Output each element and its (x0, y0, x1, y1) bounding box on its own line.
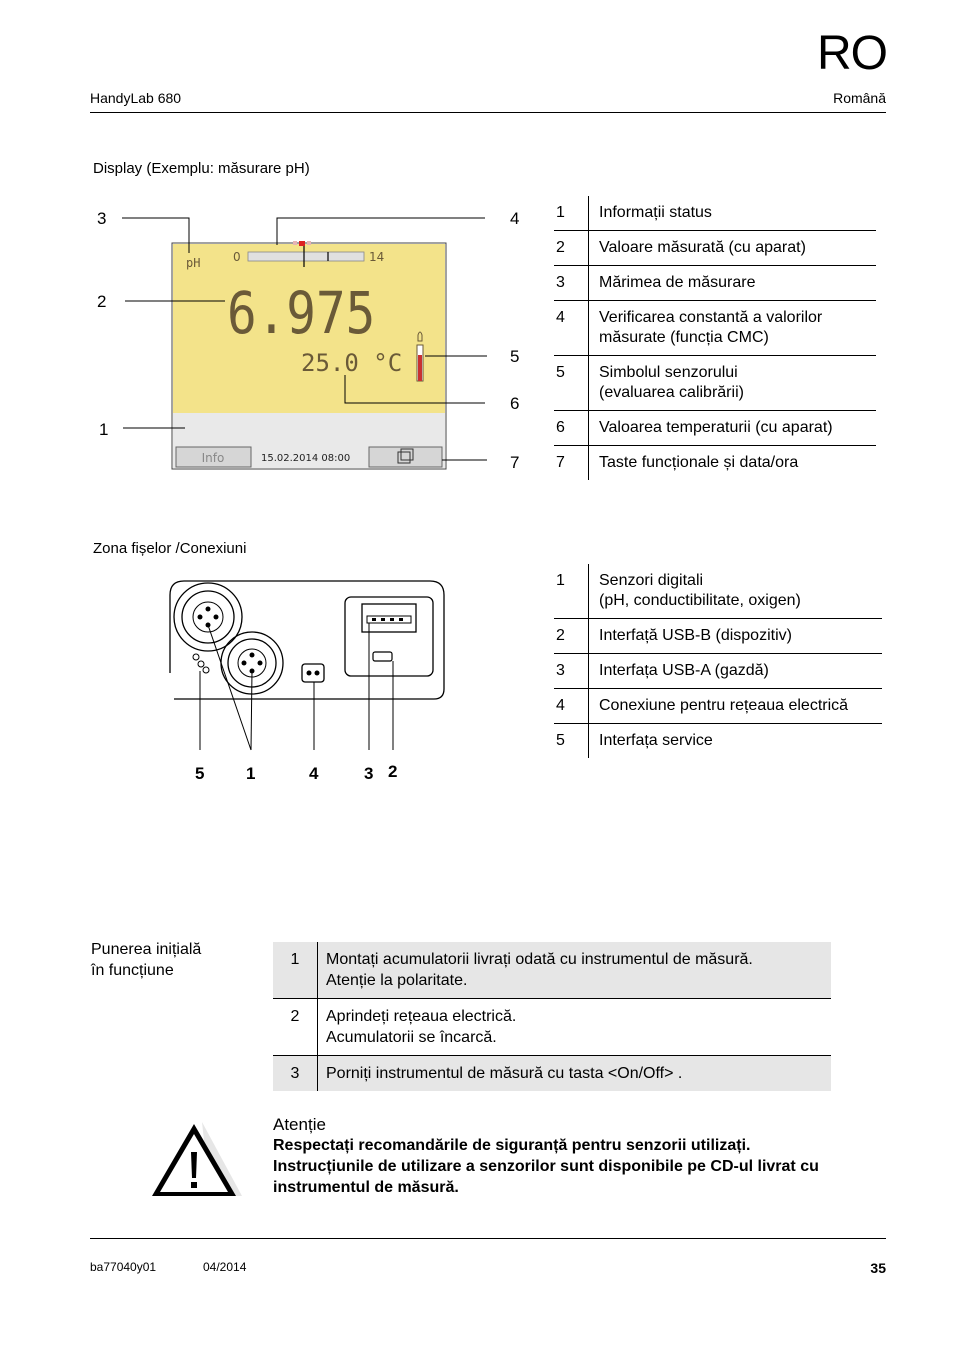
display-legend-table (554, 196, 876, 480)
power-socket (302, 664, 324, 682)
cmc-tolerance-left (293, 241, 297, 245)
legend-row: 5 Interfața service (554, 724, 882, 759)
display-section-title: Display (Exemplu: măsurare pH) (93, 160, 310, 177)
display-figure (85, 195, 545, 485)
temperature-value: 25.0 °C (301, 349, 403, 377)
callout-conn-2: 2 (388, 762, 398, 781)
cmc-red-mark (299, 241, 305, 246)
step-row: 3 Porniți instrumentul de măsură cu tasta <On/Off> . (273, 1056, 831, 1092)
callout-1: 1 (99, 420, 109, 439)
callout-7: 7 (510, 453, 520, 472)
step-row: 1 Montați acumulatorii livrați odată cu instrumentul de măsură. Atenție la polaritate. (273, 942, 831, 999)
legend-row: 4 Verificarea constantă a valorilor măsurate (funcția CMC) (554, 301, 876, 356)
callout-conn-5: 5 (195, 764, 205, 783)
connector-figure (160, 575, 460, 755)
startup-title: Punerea inițială în funcțiune (91, 941, 202, 979)
cmc-tolerance-right (307, 241, 311, 245)
legend-row: 3 Interfața USB-A (gazdă) (554, 654, 882, 689)
doc-date: 04/2014 (203, 1260, 247, 1274)
scale-max-label: 14 (369, 250, 385, 264)
callout-2: 2 (97, 292, 107, 311)
language-name: Română (833, 90, 886, 106)
legend-row: 6 Valoarea temperaturii (cu aparat) (554, 411, 876, 446)
measured-value: 6.975 (226, 279, 376, 348)
cmc-scale-bar (248, 252, 364, 261)
service-interface (193, 654, 209, 673)
connector-legend-table (554, 564, 882, 758)
softkey-info-label: Info (201, 451, 225, 465)
language-code: RO (817, 27, 887, 80)
legend-row: 1 Senzori digitali (pH, conductibilitate, oxigen) (554, 564, 882, 619)
legend-row: 1 Informații status (554, 196, 876, 231)
screen-param-label: pH (186, 256, 201, 270)
callout-conn-4: 4 (309, 764, 319, 783)
legend-row: 2 Valoare măsurată (cu aparat) (554, 231, 876, 266)
softkey-menu[interactable] (369, 447, 442, 467)
legend-row: 2 Interfață USB-B (dispozitiv) (554, 619, 882, 654)
scale-min-label: 0 (233, 250, 241, 264)
warning-text: Respectați recomandările de siguranță pentru senzorii utilizați. Instrucțiunile de utilizare a senzorilor sunt disponibile pe CD-ul livrat cu instrumentul de măsură. (273, 1137, 819, 1196)
screen-datetime: 15.02.2014 08:00 (261, 453, 351, 464)
footer-rule (90, 1238, 886, 1239)
legend-row: 7 Taste funcționale și data/ora (554, 446, 876, 481)
callout-6: 6 (510, 394, 520, 413)
startup-steps-table (273, 942, 831, 1091)
product-name: HandyLab 680 (90, 90, 182, 106)
callout-3: 3 (97, 209, 107, 228)
callout-conn-3: 3 (364, 764, 374, 783)
page-number: 35 (870, 1260, 886, 1276)
warning-heading: Atenție (273, 1115, 326, 1134)
usb-b-port (373, 652, 392, 661)
sensor-socket-1 (174, 583, 242, 651)
callout-conn-1: 1 (246, 764, 256, 783)
housing-outline (170, 581, 444, 699)
callout-5: 5 (510, 347, 520, 366)
callout-4: 4 (510, 209, 520, 228)
connector-section-title: Zona fișelor /Conexiuni (93, 540, 247, 557)
usb-panel (345, 597, 433, 676)
warning-triangle-icon (150, 1120, 244, 1200)
step-row: 2 Aprindeți rețeaua electrică. Acumulatorii se încarcă. (273, 999, 831, 1056)
legend-row: 4 Conexiune pentru rețeaua electrică (554, 689, 882, 724)
usb-a-port (362, 604, 416, 632)
on-off-key: <On/Off> (607, 1065, 674, 1082)
legend-row: 5 Simbolul senzorului (evaluarea calibrării) (554, 356, 876, 411)
callout-line-1b (251, 671, 252, 750)
doc-id: ba77040y01 (90, 1260, 157, 1274)
header-rule (90, 112, 886, 113)
callout-line-4 (277, 218, 485, 245)
legend-row: 3 Mărimea de măsurare (554, 266, 876, 301)
